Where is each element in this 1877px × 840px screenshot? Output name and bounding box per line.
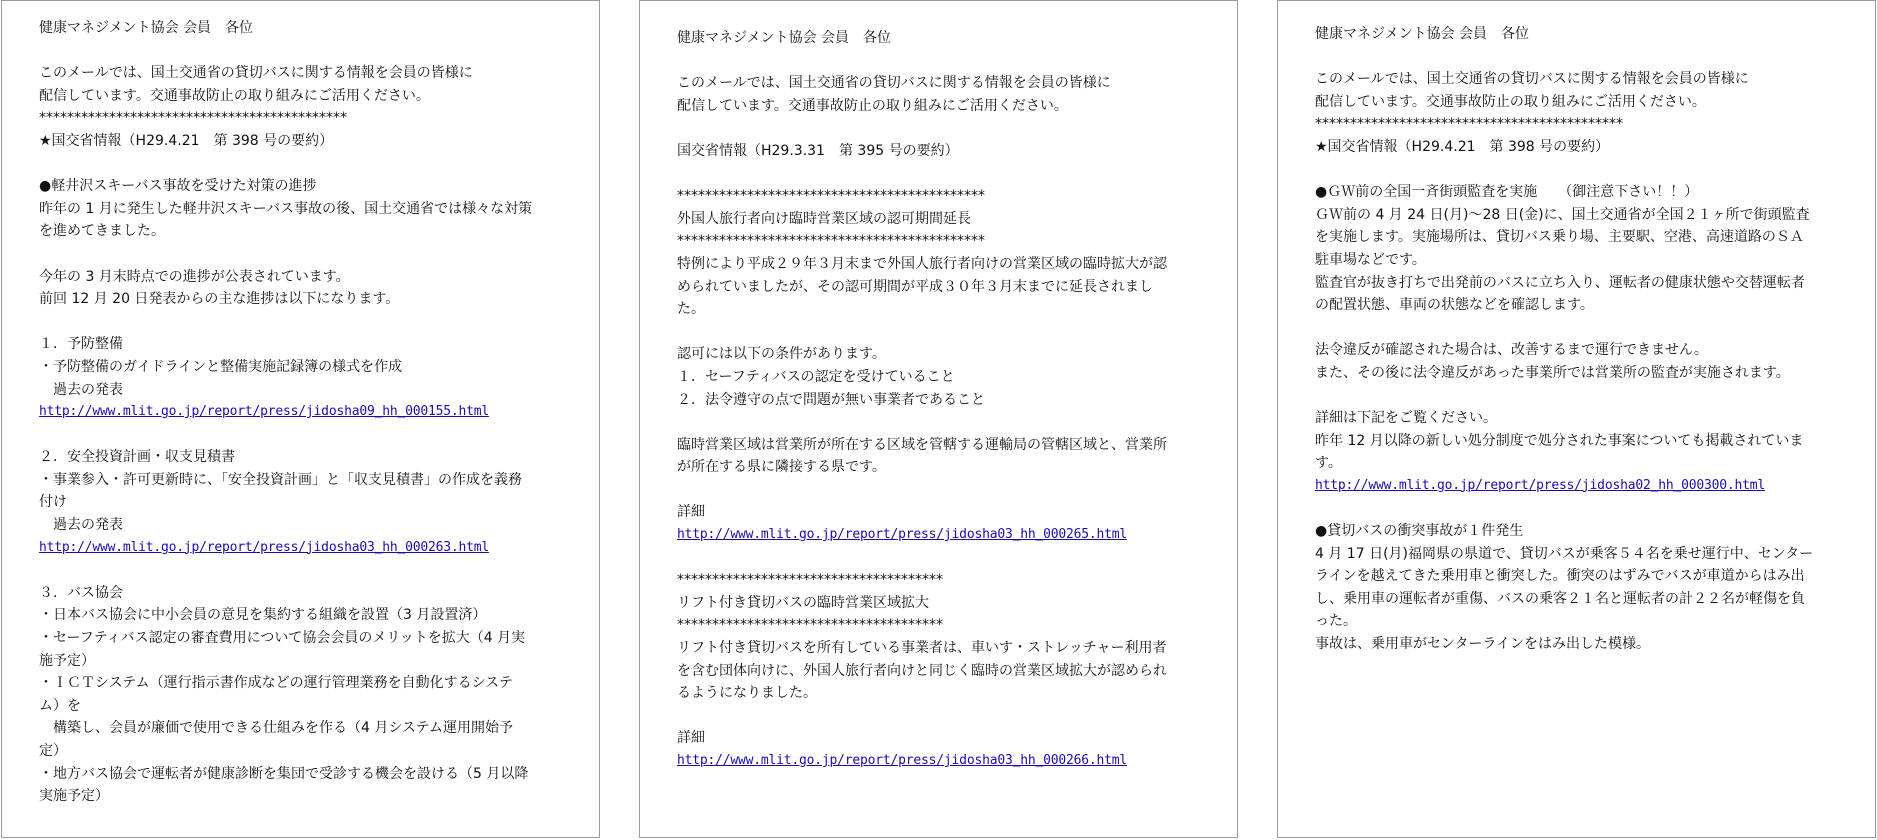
text-line: 詳細は下記をご覧ください。 [1315,410,1497,427]
text-line [39,559,569,582]
text-line: 詳細 [677,504,705,521]
text-line: 4 月 17 日(月)福岡県の県道で、貸切バスが乗客５４名を乗せ運行中、センター [1315,545,1814,562]
text-line: った。 [1315,613,1357,630]
text-line: ******************************************** [1315,116,1623,133]
text-line: 昨年の 1 月に発生した軽井沢スキーバス事故の後、国土交通省では様々な対策 [39,200,533,217]
press-release-link[interactable]: http://www.mlit.go.jp/report/press/jidosha02_hh_000300.html [1315,477,1765,493]
text-line [1315,385,1845,408]
text-line: ●軽井沢スキーバス事故を受けた対策の進捗 [39,178,317,195]
text-line: 昨年 12 月以降の新しい処分制度で処分された事案についても掲載されていま [1315,432,1804,449]
text-line: を含む団体向けに、外国人旅行者向けと同じく臨時の営業区域拡大が認められ [677,662,1167,679]
text-line: るようになりました。 [677,685,817,702]
text-line: １．予防整備 [39,336,123,353]
press-release-link[interactable]: http://www.mlit.go.jp/report/press/jidosha03_hh_000266.html [677,753,1127,768]
text-line: 詳細 [677,730,705,747]
text-line: ム）を [39,697,81,714]
text-line [677,50,1207,73]
text-line: 構築し、会員が廉価で使用できる仕組みを作る（4 月システム運用開始予 [39,720,513,737]
text-line: 健康マネジメント協会 会員 各位 [677,30,892,46]
text-line: 実施予定） [39,788,109,805]
text-line: 駐車場などです。 [1315,251,1426,268]
text-line: ・ＩＣＴシステム（運行指示書作成などの運行管理業務を自動化するシステ [39,675,513,692]
press-release-link[interactable]: http://www.mlit.go.jp/report/press/jidosha09_hh_000155.html [39,404,489,420]
text-line: ●貸切バスの衝突事故が１件発生 [1315,523,1524,540]
text-line: を進めてきました。 [39,223,165,240]
text-line: ★国交省情報（H29.4.21 第 398 号の要約） [1315,138,1610,155]
text-line: ******************************************** [39,110,347,127]
text-line: 配信しています。交通事故防止の取り組みにご活用ください。 [677,97,1068,114]
text-line: ************************************** [677,572,943,589]
text-line [677,547,1207,570]
text-line: 国交省情報（H29.3.31 第 395 号の要約） [677,142,959,159]
text-line: １．セーフティバスの認定を受けていること [677,368,955,385]
text-line: ******************************************** [677,233,985,250]
text-line: 定） [39,743,67,759]
text-line: が所在する県に隣接する県です。 [677,459,886,476]
text-line: リフト付き貸切バスを所有している事業者は、車いす・ストレッチャー利用者 [677,640,1167,657]
text-line: 特例により平成２９年３月末まで外国人旅行者向けの営業区域の臨時拡大が認 [677,255,1167,272]
text-line: 外国人旅行者向け臨時営業区域の認可期間延長 [677,210,971,227]
press-release-link[interactable]: http://www.mlit.go.jp/report/press/jidosha03_hh_000263.html [39,539,489,555]
text-line [1315,46,1845,69]
text-line [39,40,569,63]
text-line: 健康マネジメント協会 会員 各位 [1315,26,1530,42]
text-line: このメールでは、国土交通省の貸切バスに関する情報を会員の皆様に [1315,71,1749,88]
text-line [39,424,569,447]
text-line: ************************************** [677,617,943,634]
text-line [1315,317,1845,340]
text-line [39,243,569,266]
email-body-3 [1315,23,1845,656]
text-line: リフト付き貸切バスの臨時営業区域拡大 [677,594,929,611]
text-line [39,153,569,176]
text-line: ・予防整備のガイドラインと整備実施記録簿の様式を作成 [39,358,403,375]
text-line: 健康マネジメント協会 会員 各位 [39,20,254,36]
press-release-link[interactable]: http://www.mlit.go.jp/report/press/jidosha03_hh_000265.html [677,527,1127,543]
email-page-3 [1277,0,1876,838]
text-line: 過去の発表 [39,381,123,398]
text-line [1315,497,1845,520]
text-line: た。 [677,301,705,318]
text-line: ２．法令遵守の点で問題が無い事業者であること [677,391,985,408]
text-line: を実施します。実施場所は、貸切バス乗り場、主要駅、空港、高速道路のＳＡ [1315,229,1804,246]
text-line: また、その後に法令違反があった事業所では営業所の監査が実施されます。 [1315,364,1790,381]
text-line: ★国交省情報（H29.4.21 第 398 号の要約） [39,132,334,149]
text-line [1315,159,1845,182]
text-line: 過去の発表 [39,517,123,534]
text-line [677,163,1207,186]
text-line [677,321,1207,344]
email-page-1 [1,0,600,838]
text-line: し、乗用車の運転者が重傷、バスの乗客２１名と運転者の計２２名が軽傷を負 [1315,590,1805,607]
text-line: ２．安全投資計画・収支見積書 [39,449,235,466]
text-line: の配置状態、車両の状態などを確認します。 [1315,297,1594,314]
text-line [677,705,1207,728]
email-body-1 [39,17,569,808]
text-line: 臨時営業区域は営業所が所在する区域を管轄する運輸局の管轄区域と、営業所 [677,436,1167,453]
text-line: 監査官が抜き打ちで出発前のバスに立ち入り、運転者の健康状態や交替運転者 [1315,274,1805,291]
text-line: 今年の 3 月末時点での進捗が公表されています。 [39,268,350,285]
text-line: められていましたが、その認可期間が平成３０年３月末までに延長されまし [677,278,1153,295]
text-line: ＧＷ前の 4 月 24 日(月)～28 日(金)に、国土交通省が全国２１ヶ所で街頭監査 [1315,206,1810,223]
text-line [677,117,1207,140]
text-line [39,311,569,334]
text-line: 付け [39,494,67,511]
text-line: ラインを越えてきた乗用車と衝突した。衝突のはずみでバスが車道からはみ出 [1315,568,1805,585]
text-line: 認可には以下の条件があります。 [677,346,886,363]
text-line: 配信しています。交通事故防止の取り組みにご活用ください。 [1315,93,1706,110]
text-line: ・セーフティバス認定の審査費用について協会会員のメリットを拡大（4 月実 [39,630,526,647]
text-line: ******************************************** [677,188,985,205]
text-line: ●ＧＷ前の全国一斉街頭監査を実施 （御注意下さい！！） [1315,184,1699,201]
text-line: 施予定） [39,652,95,669]
text-line: 配信しています。交通事故防止の取り組みにご活用ください。 [39,87,430,104]
text-line: ・事業参入・許可更新時に、「安全投資計画」と「収支見積書」の作成を義務 [39,471,522,488]
text-line: 法令違反が確認された場合は、改善するまで運行できません。 [1315,342,1708,359]
text-line: このメールでは、国土交通省の貸切バスに関する情報を会員の皆様に [677,75,1111,92]
text-line: このメールでは、国土交通省の貸切バスに関する情報を会員の皆様に [39,65,473,82]
text-line: 事故は、乗用車がセンターラインをはみ出した模様。 [1315,636,1651,653]
text-line: す。 [1315,455,1342,472]
text-line: ・地方バス協会で運転者が健康診断を集団で受診する機会を設ける（5 月以降 [39,765,529,782]
email-page-2 [639,0,1238,838]
text-line: ・日本バス協会に中小会員の意見を集約する組織を設置（3 月設置済） [39,607,487,624]
text-line [677,411,1207,434]
email-body-2 [677,27,1207,773]
text-line [677,479,1207,502]
text-line: 前回 12 月 20 日発表からの主な進捗は以下になります。 [39,291,400,308]
text-line: ３．バス協会 [39,584,123,601]
